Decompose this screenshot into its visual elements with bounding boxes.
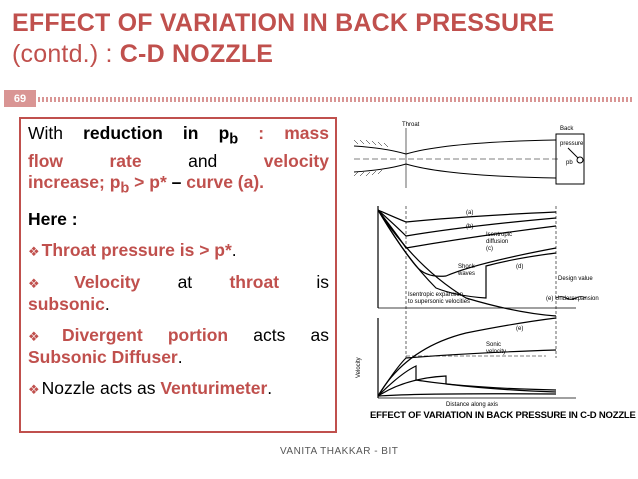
- text-run: [83, 123, 239, 148]
- bullet-diamond-icon: ❖: [28, 382, 40, 397]
- title-line-2-prefix: (contd.) :: [12, 40, 120, 68]
- text-run: –: [166, 171, 187, 192]
- here-label: Here :: [28, 209, 78, 229]
- nozzle-outline: [354, 128, 584, 188]
- isentropic-diffusion-label: Isentropic: [486, 232, 513, 238]
- isentropic-diffusion-label-2: diffusion: [486, 239, 509, 245]
- text-run: Venturimeter: [160, 378, 268, 398]
- velocity-axis-label: Velocity: [356, 357, 362, 378]
- text-run: .: [267, 378, 273, 398]
- curve-e-label: (e): [516, 326, 524, 332]
- text-run: [28, 171, 167, 196]
- curve-d-label: (d): [516, 264, 524, 270]
- bullet-1: [28, 240, 329, 262]
- text-run: With: [28, 123, 84, 143]
- title-divider: [38, 97, 632, 102]
- title-line-2: [12, 39, 612, 70]
- text-run: flow rate: [28, 150, 142, 171]
- text-run: Throat pressure is > p*: [41, 240, 232, 260]
- isentropic-expansion-label-2: to supersonic velocities: [408, 299, 471, 305]
- text-run: reduction in p: [83, 123, 230, 143]
- underexpansion-label: (e) Underexpansion: [546, 296, 599, 302]
- para-1-line-1: [28, 123, 329, 151]
- text-run: curve (a).: [186, 171, 265, 192]
- content-box: [19, 117, 337, 433]
- throat-label: Throat: [402, 122, 420, 128]
- text-run: Divergent portion: [61, 325, 229, 345]
- bullet-2-line-2: [28, 294, 329, 315]
- pb-label: pb: [566, 160, 573, 166]
- bullet-3-line-1: [28, 325, 329, 347]
- pressure-plot: [378, 206, 586, 358]
- slide-title: [12, 8, 612, 70]
- text-run: > p*: [129, 171, 167, 192]
- text-run: subsonic: [28, 294, 105, 314]
- text-run: velocity: [263, 150, 329, 171]
- sonic-velocity-label: Sonic: [486, 342, 502, 348]
- text-run: throat: [229, 272, 280, 292]
- curve-c-label: (c): [486, 246, 493, 252]
- text-run: increase; p: [28, 171, 121, 192]
- text-run: Velocity: [74, 272, 141, 292]
- para-1-line-3: [28, 172, 329, 200]
- back-pressure-label: Back: [560, 126, 574, 132]
- text-run: at: [140, 272, 230, 292]
- figure-caption: EFFECT OF VARIATION IN BACK PRESSURE IN C-D NOZZLE: [370, 410, 636, 421]
- bullet-2-line-1: [28, 272, 329, 294]
- text-run: .: [177, 347, 183, 367]
- text-run: Subsonic Diffuser: [28, 347, 178, 367]
- bullet-diamond-icon: ❖: [28, 329, 60, 344]
- design-value-label: Design value: [558, 276, 593, 282]
- text-run: acts as: [228, 325, 329, 345]
- sonic-velocity-label-2: velocity: [486, 349, 507, 355]
- bullet-3-line-2: [28, 347, 329, 368]
- distance-axis-label: Distance along axis: [446, 402, 499, 408]
- text-run: and: [141, 150, 264, 171]
- bullet-4: [28, 378, 329, 400]
- curve-b-label: (b): [466, 224, 474, 230]
- text-run: .: [231, 240, 237, 260]
- nozzle-diagram: [346, 118, 628, 436]
- text-run: Nozzle acts as: [41, 378, 161, 398]
- title-line-1: EFFECT OF VARIATION IN BACK PRESSURE: [12, 9, 555, 37]
- bullet-diamond-icon: ❖: [28, 276, 73, 291]
- shock-waves-label: Shock: [458, 264, 475, 270]
- title-line-2-main: C-D NOZZLE: [119, 40, 274, 68]
- text-run: : mass: [238, 123, 329, 143]
- bullet-diamond-icon: ❖: [28, 244, 40, 259]
- text-run: is: [279, 272, 330, 292]
- subscript: b: [120, 180, 130, 196]
- isentropic-expansion-label: Isentropic expansion: [408, 292, 464, 298]
- footer-author: VANITA THAKKAR - BIT: [280, 446, 399, 457]
- text-run: .: [104, 294, 110, 314]
- shock-waves-label-2: waves: [458, 271, 476, 277]
- subscript: b: [229, 131, 239, 148]
- slide-number: 69: [4, 90, 36, 107]
- curve-a-label: (a): [466, 210, 474, 216]
- para-1-line-2: [28, 151, 329, 172]
- velocity-plot: [378, 318, 576, 398]
- back-pressure-label-2: pressure: [560, 141, 584, 147]
